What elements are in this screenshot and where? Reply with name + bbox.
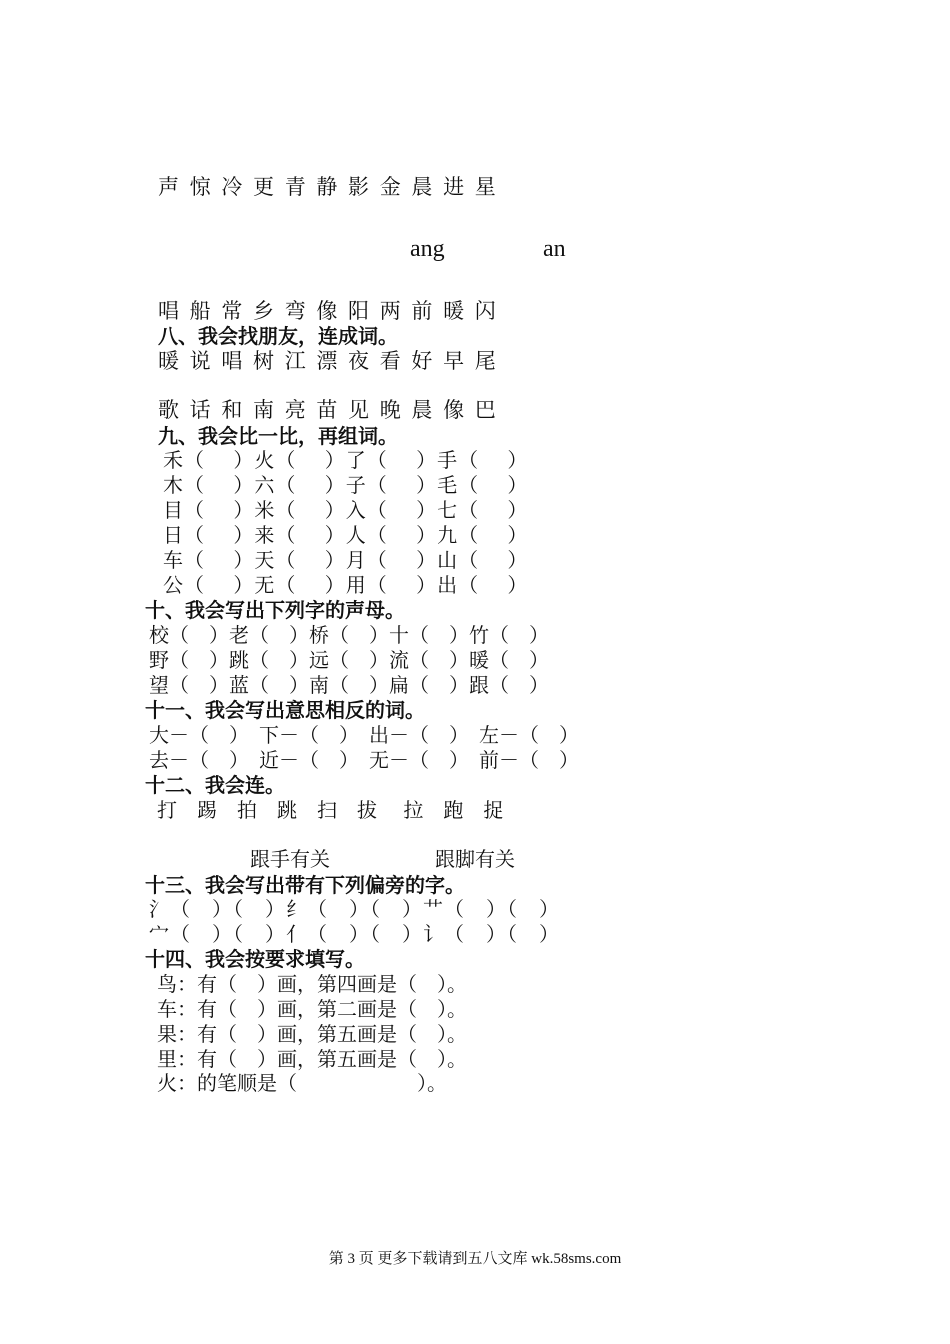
section-9-row-5: 车（ ）天（ ）月（ ）山（ ）	[163, 548, 529, 572]
chars-row-1: 声 惊 冷 更 青 静 影 金 晨 进 星	[158, 175, 496, 199]
section-14-title: 十四、我会按要求填写。	[145, 947, 365, 971]
label-foot: 跟脚有关	[435, 847, 515, 871]
section-10-row-1: 校（ ）老（ ）桥（ ）十（ ）竹（ ）	[149, 623, 549, 647]
section-8-row-1: 暖 说 唱 树 江 漂 夜 看 好 早 尾	[158, 349, 496, 373]
label-hand: 跟手有关	[250, 847, 330, 871]
section-9-row-6: 公（ ）无（ ）用（ ）出（ ）	[163, 573, 529, 597]
section-9-row-1: 禾（ ）火（ ）了（ ）手（ ）	[163, 448, 529, 472]
section-13-row-2: 宀（ ）（ ）亻（ ）（ ）讠（ ）（ ）	[149, 922, 560, 946]
section-14-row-4: 里：有（ ）画，第五画是（ ）。	[157, 1047, 467, 1071]
section-12-chars: 打 踢 拍 跳 扫 拔 拉 跑 捉	[157, 798, 504, 822]
section-11-row-1: 大－（ ） 下－（ ） 出－（ ） 左－（ ）	[149, 723, 579, 747]
section-8-row-2: 歌 话 和 南 亮 苗 见 晚 晨 像 巴	[158, 398, 496, 422]
section-14-row-5: 火：的笔顺是（ ）。	[157, 1071, 447, 1095]
section-12-title: 十二、我会连。	[145, 773, 285, 797]
section-13-title: 十三、我会写出带有下列偏旁的字。	[145, 873, 465, 897]
section-11-title: 十一、我会写出意思相反的词。	[145, 698, 425, 722]
section-10-row-3: 望（ ）蓝（ ）南（ ）扁（ ）跟（ ）	[149, 673, 549, 697]
section-8-title: 八、我会找朋友，连成词。	[158, 324, 398, 348]
section-9-row-2: 木（ ）六（ ）子（ ）毛（ ）	[163, 473, 529, 497]
section-10-title: 十、我会写出下列字的声母。	[145, 598, 405, 622]
page-footer: 第 3 页 更多下载请到五八文库 wk.58sms.com	[328, 1251, 622, 1267]
section-13-row-1: 氵（ ）（ ）纟（ ）（ ）艹（ ）（ ）	[149, 897, 560, 921]
section-9-title: 九、我会比一比，再组词。	[158, 424, 398, 448]
label-an: an	[543, 236, 566, 262]
section-14-row-2: 车：有（ ）画，第二画是（ ）。	[157, 997, 467, 1021]
section-9-row-3: 目（ ）米（ ）入（ ）七（ ）	[163, 498, 529, 522]
section-10-row-2: 野（ ）跳（ ）远（ ）流（ ）暖（ ）	[149, 648, 549, 672]
section-14-row-3: 果：有（ ）画，第五画是（ ）。	[157, 1022, 467, 1046]
label-ang: ang	[410, 236, 445, 262]
section-11-row-2: 去－（ ） 近－（ ） 无－（ ） 前－（ ）	[149, 748, 579, 772]
chars-row-2: 唱 船 常 乡 弯 像 阳 两 前 暖 闪	[158, 299, 496, 323]
section-14-row-1: 鸟：有（ ）画，第四画是（ ）。	[157, 972, 467, 996]
section-9-row-4: 日（ ）来（ ）人（ ）九（ ）	[163, 523, 529, 547]
